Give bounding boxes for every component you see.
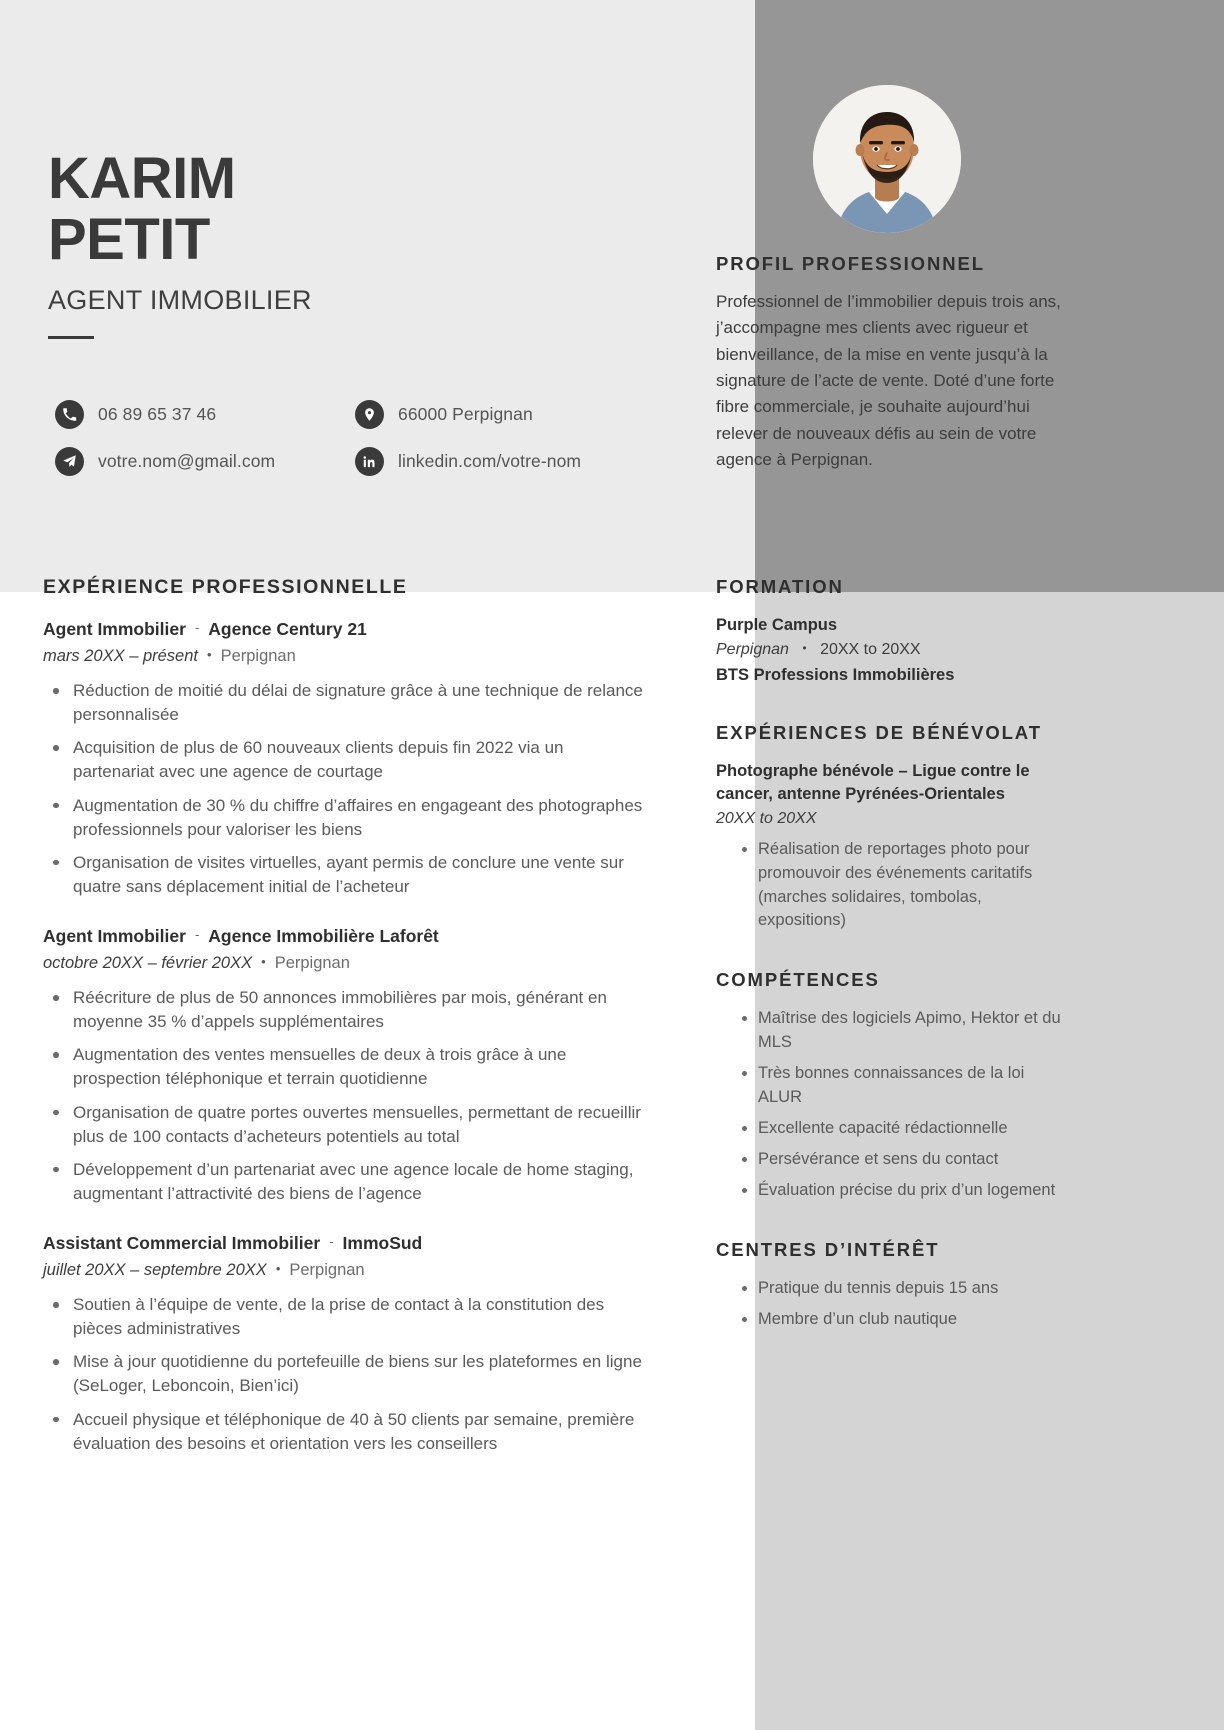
job-header [43,618,648,641]
education-heading: FORMATION [716,576,844,597]
experience-section [43,576,648,1465]
volunteering-bullet: Réalisation de reportages photo pour promouvoir des événements caritatifs (marches solidaires, tombolas, expositions) [716,838,1071,934]
volunteering-heading: EXPÉRIENCES DE BÉNÉVOLAT [716,722,1042,744]
job-meta [43,1259,648,1281]
job-meta [43,952,648,974]
job-bullet: Acquisition de plus de 60 nouveaux clients depuis fin 2022 via un partenariat avec une agence de courtage [43,736,648,784]
job-title: AGENT IMMOBILIER [48,284,312,315]
job-bullet: Réduction de moitié du délai de signature grâce à une technique de relance personnalisée [43,679,648,727]
job-bullet: Augmentation des ventes mensuelles de deux à trois grâce à une prospection téléphonique et terrain quotidienne [43,1043,648,1091]
job-location: Perpignan [289,1260,365,1279]
job-company: ImmoSud [342,1233,423,1254]
job-header [43,925,648,948]
interest-item: Pratique du tennis depuis 15 ans [716,1277,1071,1301]
skill-item: Très bonnes connaissances de la loi ALUR [716,1062,1071,1110]
experience-heading: EXPÉRIENCE PROFESSIONNELLE [43,576,408,598]
job-bullet: Soutien à l’équipe de vente, de la prise de contact à la constitution des pièces administratives [43,1293,648,1341]
job-bullet-list [43,1293,648,1456]
job-bullet: Organisation de visites virtuelles, ayant permis de conclure une vente sur quatre sans déplacement initial de l’acheteur [43,851,648,899]
first-name: KARIM [48,146,236,211]
contact-location[interactable] [355,400,655,429]
job-bullet: Réécriture de plus de 50 annonces immobilières par mois, générant en moyenne 35 % d’appels supplémentaires [43,986,648,1034]
skill-item: Maîtrise des logiciels Apimo, Hektor et du MLS [716,1007,1071,1055]
skill-item: Persévérance et sens du contact [716,1148,1071,1172]
job-dates: mars 20XX – présent [43,646,198,665]
skills-heading: COMPÉTENCES [716,969,880,991]
contact-location-label: 66000 Perpignan [398,404,533,424]
job-dates: juillet 20XX – septembre 20XX [43,1260,267,1279]
phone-icon [55,400,84,429]
job-separator: - [194,927,200,943]
job-header [43,1232,648,1255]
job-company: Agence Immobilière Laforêt [208,926,439,947]
job-separator: - [194,620,200,635]
job-meta-separator: • [275,1260,281,1276]
job-meta [43,645,648,667]
education-meta [716,639,1071,661]
contact-phone[interactable] [55,400,355,429]
skills-bullet-list [716,1007,1071,1202]
linkedin-icon [355,447,384,476]
job-bullet: Accueil physique et téléphonique de 40 à 50 clients par semaine, première évaluation des besoins et orientation vers les conseillers [43,1408,648,1456]
job-role: Agent Immobilier [43,926,186,947]
education-school: Purple Campus [716,616,838,634]
job-location: Perpignan [274,953,350,972]
job-role: Agent Immobilier [43,619,186,639]
skills-section [716,969,1071,1202]
job-meta-separator: • [207,646,212,662]
job-entry [43,618,648,899]
education-section [716,576,1071,686]
job-meta-separator: • [261,953,266,969]
skill-item: Évaluation précise du prix d’un logement [716,1179,1071,1203]
contact-email-label: votre.nom@gmail.com [98,451,276,471]
job-bullet: Développement d’un partenariat avec une agence locale de home staging, augmentant l’attractivité des biens de l’agence [43,1158,648,1206]
profile-text: Professionnel de l’immobilier depuis trois ans, j’accompagne mes clients avec rigueur et bienveillance, de la mise en vente jusqu’à la signature de l’acte de vente. Doté d’une forte fibre commerciale, je souhaite aujourd’hui relever de nouveaux défis au sein de votre agence à Perpignan. [716,292,1061,470]
job-company: Agence Century 21 [208,619,367,639]
name-block [48,148,688,339]
interests-heading: CENTRES D’INTÉRÊT [716,1238,940,1260]
job-entry [43,1232,648,1456]
education-degree: BTS Professions Immobilières [716,665,955,684]
avatar-illustration [813,85,961,233]
skill-item: Excellente capacité rédactionnelle [716,1117,1071,1141]
job-entry [43,925,648,1206]
volunteering-title: Photographe bénévole – Ligue contre le cancer, antenne Pyrénées-Orientales [716,762,1030,803]
education-dates: 20XX to 20XX [820,641,921,659]
education-meta-separator: • [802,641,807,656]
contact-email[interactable] [55,447,355,476]
contact-linkedin[interactable] [355,447,655,476]
profile-section [716,253,1068,473]
job-bullet-list [43,986,648,1206]
volunteering-dates: 20XX to 20XX [716,809,817,827]
job-role: Assistant Commercial Immobilier [43,1233,321,1254]
volunteering-section [716,722,1071,933]
job-bullet-list [43,679,648,899]
location-pin-icon [355,400,384,429]
job-location: Perpignan [220,646,296,665]
paper-plane-icon [55,447,84,476]
job-separator: - [329,1234,334,1250]
volunteering-bullet-list [716,838,1071,934]
sidebar-sections [716,576,1071,1368]
title-divider [48,336,94,339]
job-bullet: Mise à jour quotidienne du portefeuille de biens sur les plateformes en ligne (SeLoger, Leboncoin, Bien’ici) [43,1350,648,1398]
job-bullet: Augmentation de 30 % du chiffre d’affaires en engageant des photographes professionnels pour valoriser les biens [43,794,648,842]
last-name: PETIT [48,207,210,273]
interest-item: Membre d’un club nautique [716,1308,1071,1332]
contact-phone-label: 06 89 65 37 46 [98,404,217,424]
education-place: Perpignan [716,641,789,659]
contact-linkedin-label: linkedin.com/votre-nom [398,451,582,471]
contact-list [55,400,695,476]
interests-section [716,1239,1071,1332]
profile-heading: PROFIL PROFESSIONNEL [716,253,985,274]
job-dates: octobre 20XX – février 20XX [43,953,253,972]
interests-bullet-list [716,1277,1071,1332]
job-bullet: Organisation de quatre portes ouvertes mensuelles, permettant de recueillir plus de 100 contacts d’acheteurs potentiels au total [43,1101,648,1149]
avatar [813,85,961,233]
job-list [43,618,648,1456]
